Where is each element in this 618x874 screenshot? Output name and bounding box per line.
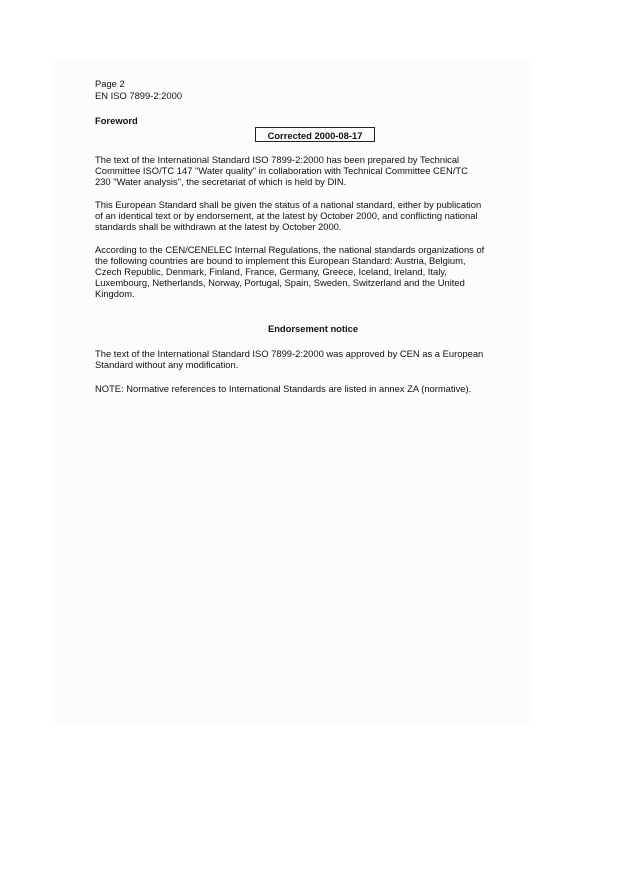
foreword-paragraph-2 [95,199,481,232]
text-line: Kingdom. [95,288,135,299]
document-id: EN ISO 7899-2:2000 [95,90,183,101]
text-line: The text of the International Standard ISO 7899-2:2000 was approved by CEN as a European [95,348,484,359]
page-number: Page 2 [95,78,125,89]
text-line: Committee ISO/TC 147 "Water quality" in collaboration with Technical Committee CEN/TC [95,165,468,176]
corrected-stamp: Corrected 2000-08-17 [255,127,375,142]
text-line: Czech Republic, Denmark, Finland, France, Germany, Greece, Iceland, Ireland, Italy, [95,266,447,277]
text-line: the following countries are bound to implement this European Standard: Austria, Belgium, [95,255,466,266]
normative-note: NOTE: Normative references to International Standards are listed in annex ZA (normative). [95,383,472,394]
endorsement-heading: Endorsement notice [267,323,359,334]
endorsement-paragraph [95,348,483,370]
text-line: The text of the International Standard ISO 7899-2:2000 has been prepared by Technical [95,154,460,165]
foreword-paragraph-1 [95,154,468,187]
text-line: Standard without any modification. [95,359,239,370]
text-line: This European Standard shall be given the status of a national standard, either by publication [95,199,482,210]
foreword-paragraph-3 [95,244,484,299]
text-line: 230 "Water analysis", the secretariat of which is held by DIN. [95,176,347,187]
text-line: standards shall be withdrawn at the latest by October 2000. [95,221,342,232]
text-line: Luxembourg, Netherlands, Norway, Portugal, Spain, Sweden, Switzerland and the United [95,277,465,288]
text-line: of an identical text or by endorsement, at the latest by October 2000, and conflicting national [95,210,478,221]
foreword-heading: Foreword [95,115,138,126]
text-line: According to the CEN/CENELEC Internal Regulations, the national standards organizations of [95,244,485,255]
